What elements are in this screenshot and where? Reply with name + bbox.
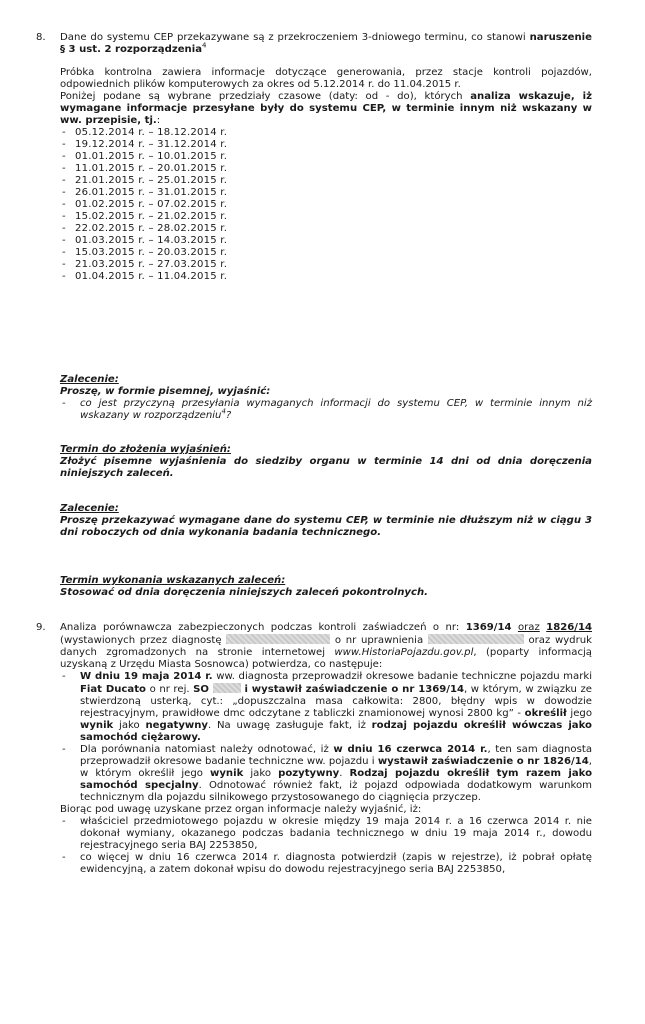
item-number: 8. [36,32,46,43]
deadline-text: Stosować od dnia doręczenia niniejszych zaleceń pokontrolnych. [60,587,428,598]
date-range: - 01.04.2015 r. – 11.04.2015 r. [60,271,592,283]
date-range: - 05.12.2014 r. – 18.12.2014 r. [60,127,592,139]
redacted-name [226,634,330,644]
date-range: - 01.02.2015 r. – 07.02.2015 r. [60,199,592,211]
item-9 [36,622,593,876]
item-number: 9. [36,622,46,633]
deadline-1 [60,444,592,480]
recommendation-heading: Zalecenie: [60,503,119,514]
sample-paragraph: Próbka kontrolna zawiera informacje dotyczące generowania, przez stacje kontroli pojazdów, odpowiednich plików komputerowych za okres od 5.12.2014 r. do 11.04.2015 r. [60,67,592,90]
conclusion-bullet-1: - właściciel przedmiotowego pojazdu w okresie między 19 maja 2014 r. a 16 czerwca 2014 r. nie dokonał wymiany, okazanego podczas badania technicznego w dniu 19 maja 2014 r., dowodu rejestracyjnego seria BAJ 2253850, [60,816,592,852]
item-9-intro: Analiza porównawcza zabezpieczonych podczas kontroli zaświadczeń o nr: 1369/14 oraz 1826/14 (wystawionych przez diagnostę o nr uprawnienia oraz wydruk danych zgromadzonych na stronie internetowej www.HistoriaPojazdu.gov.pl, (poparty informacją uzyskaną z Urzędu Miasta Sosnowca) potwierdza, co następuje: [60,622,592,670]
deadline-2 [60,575,592,599]
date-range: - 15.02.2015 r. – 21.02.2015 r. [60,211,592,223]
date-range: - 26.01.2015 r. – 31.01.2015 r. [60,187,592,199]
redacted-registration [213,683,241,693]
conclusion-bullet-2: - co więcej w dniu 16 czerwca 2014 r. diagnosta potwierdził (zapis w rejestrze), iż pobrał opłatę ewidencyjną, a zatem dokonał wpisu do dowodu rejestracyjnego seria BAJ 2253850, [60,852,592,876]
finding-bullet-2: - Dla porównania natomiast należy odnotować, iż w dniu 16 czerwca 2014 r., ten sam diagnosta przeprowadził okresowe badanie techniczne ww. pojazdu i wystawił zaświadczenie o nr 1826/14, w którym określił jego wynik jako pozytywny. Rodzaj pojazdu określił tym razem jako samochód specjalny. Odnotować również fakt, iż pojazd odpowiada dodatkowym warunkom technicznym dla pojazdu silnikowego przystosowanego do ciągnięcia przyczep. [60,744,592,804]
date-range: - 19.12.2014 r. – 31.12.2014 r. [60,139,592,151]
deadline-heading: Termin do złożenia wyjaśnień: [60,444,231,455]
finding-bullet-1: - W dniu 19 maja 2014 r. ww. diagnosta przeprowadził okresowe badanie techniczne pojazdu marki Fiat Ducato o nr rej. SO i wystawił zaświadczenie o nr 1369/14, w którym, w związku ze stwierdzoną usterką, cyt.: „dopuszczalna masa całkowita: 2800, błędny wpis w dowodzie rejestracyjnym, prawidłowe dmc odczytane z tabliczki znamionowej wynosi 2800 kg” - określił jego wynik jako negatywny. Na uwagę zasługuje fakt, iż rodzaj pojazdu określił wówczas jako samochód ciężarowy. [60,671,592,744]
conclusion-intro: Biorąc pod uwagę uzyskane przez organ informacje należy wyjaśnić, iż: [60,804,422,815]
date-range: - 15.03.2015 r. – 20.03.2015 r. [60,247,592,259]
date-range: - 22.02.2015 r. – 28.02.2015 r. [60,223,592,235]
recommendation-bullet: - co jest przyczyną przesyłania wymaganych informacji do systemu CEP, w terminie innym niż wskazany w rozporządzeniu$^4$? [60,398,592,422]
date-range-list [60,127,592,283]
item-8-intro: Dane do systemu CEP przekazywane są z przekroczeniem 3-dniowego terminu, co stanowi naruszenie § 3 ust. 2 rozporządzenia$^4$ [60,32,592,55]
date-range: - 11.01.2015 r. – 20.01.2015 r. [60,163,592,175]
recommendation-2 [60,503,592,539]
recommendation-heading: Zalecenie: [60,374,119,385]
deadline-text: Złożyć pisemne wyjaśnienia do siedziby organu w terminie 14 dni od dnia doręczenia niniejszych zaleceń. [60,456,592,479]
redacted-license-number [428,634,524,644]
date-range: - 01.01.2015 r. – 10.01.2015 r. [60,151,592,163]
date-range: - 01.03.2015 r. – 14.03.2015 r. [60,235,592,247]
recommendation-text: Proszę przekazywać wymagane dane do systemu CEP, w terminie nie dłuższym niż w ciągu 3 dni roboczych od dnia wykonania badania technicznego. [60,515,592,538]
deadline-heading: Termin wykonania wskazanych zaleceń: [60,575,286,586]
item-8 [36,32,592,283]
recommendation-text: Proszę, w formie pisemnej, wyjaśnić: [60,386,271,397]
date-range: - 21.03.2015 r. – 27.03.2015 r. [60,259,592,271]
ranges-intro: Poniżej podane są wybrane przedziały czasowe (daty: od - do), których analiza wskazuje, iż wymagane informacje przesyłane były do systemu CEP, w terminie innym niż wskazany w ww. przepisie, tj.: [60,91,592,126]
recommendation-1 [60,374,592,422]
date-range: - 21.01.2015 r. – 25.01.2015 r. [60,175,592,187]
